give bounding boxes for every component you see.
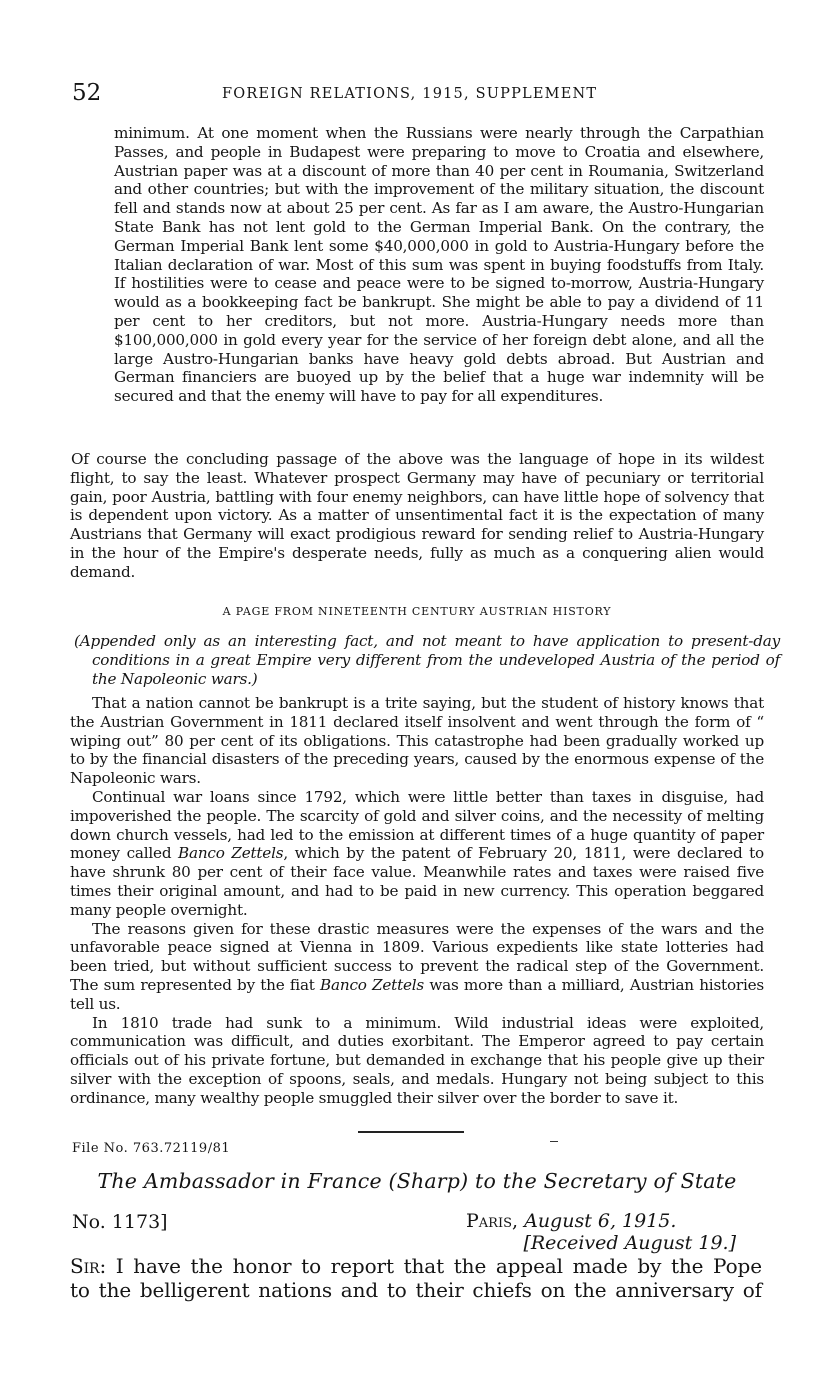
section-note: (Appended only as an interesting fact, and not meant to have application to present-day conditions in a great Empire very different from the undeveloped Austria of the period of the Napoleonic wars.) (74, 632, 780, 688)
document-number: No. 1173] (72, 1211, 168, 1233)
history-body (70, 694, 764, 1108)
separator-rule (358, 1131, 464, 1133)
dateline-date: August 6, 1915. (524, 1210, 677, 1232)
history-paragraph: The reasons given for these drastic measures were the expenses of the wars and the unfavorable peace signed at Vienna in 1809. Various expedients like state lotteries had been tried, but without sufficient success to prevent the radical step of the Government. The sum represented by the fiat Banco Zettels was more than a milliard, Austrian histories tell us. (70, 919, 764, 1013)
history-paragraph: That a nation cannot be bankrupt is a trite saying, but the student of history knows that the Austrian Government in 1811 declared itself insolvent and went through the form of “ wiping out” 80 per cent of its obligations. This catastrophe had been gradually worked up to by the financial disasters of the preceding years, caused by the enormous expense of the Napoleonic wars. (70, 694, 764, 788)
letter-opening-line: to the belligerent nations and to their chiefs on the anniversary of (70, 1278, 762, 1302)
salutation: Sir: (70, 1254, 107, 1278)
running-head: FOREIGN RELATIONS, 1915, SUPPLEMENT (222, 86, 598, 102)
dateline (466, 1209, 676, 1233)
quoted-report-paragraph: minimum. At one moment when the Russians were nearly through the Carpathian Passes, and people in Budapest were preparing to move to Croatia and elsewhere, Austrian paper was at a discount of more than 40 per cent in Roumania, Switzerland and other countries; but with the improvement of the military situation, the discount fell and stands now at about 25 per cent. As far as I am aware, the Austro-Hungarian State Bank has not lent gold to the German Imperial Bank. On the contrary, the German Imperial Bank lent some $40,000,000 in gold to Austria-Hungary before the Italian declaration of war. Most of this sum was spent in buying foodstuffs from Italy. If hostilities were to cease and peace were to be signed to-morrow, Austria-Hungary would as a bookkeeping fact be bankrupt. She might be able to pay a dividend of 11 per cent to her creditors, but not more. Austria-Hungary needs more than $100,000,000 in gold every year for the service of her foreign debt alone, and all the large Austro-Hungarian banks have heavy gold debts abroad. But Austrian and German financiers are buoyed up by the belief that a huge war indemnity will be secured and that the enemy will have to pay for all expenditures. (114, 124, 764, 406)
section-heading: A PAGE FROM NINETEENTH CENTURY AUSTRIAN HISTORY (222, 605, 612, 618)
history-paragraph: Continual war loans since 1792, which were little better than taxes in disguise, had impoverished the people. The scarcity of gold and silver coins, and the necessity of melting down church vessels, had led to the emission at different times of a huge quantity of paper money called Banco Zettels, which by the patent of February 20, 1811, were declared to have shrunk 80 per cent of their face value. Meanwhile rates and taxes were raised five times their original amount, and had to be paid in new currency. This operation beggared many people overnight. (70, 787, 764, 919)
file-number: File No. 763.72119/81 (72, 1141, 231, 1156)
banco-zettels-term: Banco Zettels (178, 844, 284, 863)
document-title: The Ambassador in France (Sharp) to the Secretary of State (97, 1169, 737, 1193)
letter-opening-line: Sir: I have the honor to report that the appeal made by the Pope (70, 1254, 762, 1278)
received-date: [Received August 19.] (523, 1232, 736, 1254)
page-number: 52 (72, 80, 102, 106)
dateline-place: Paris, (466, 1210, 519, 1232)
history-paragraph: In 1810 trade had sunk to a minimum. Wild industrial ideas were exploited, communication was difficult, and duties exorbitant. The Emperor agreed to pay certain officials out of his private fortune, but demanded in exchange that his people give up their silver with the exception of spoons, seals, and medals. Hungary not being subject to this ordinance, many wealthy people smuggled their silver over the border to save it. (70, 1013, 764, 1107)
banco-zettels-term: Banco Zettels (320, 975, 425, 994)
commentary-paragraph: Of course the concluding passage of the above was the language of hope in its wildest flight, to say the least. Whatever prospect Germany may have of pecuniary or territorial gain, poor Austria, battling with four enemy neighbors, can have little hope of solvency that is dependent upon victory. As a matter of unsentimental fact it is the expectation of many Austrians that Germany will exact prodigious reward for sending relief to Austria-Hungary in the hour of the Empire's desperate needs, fully as much as a conquering alien would demand. (70, 450, 764, 581)
stray-mark (550, 1141, 558, 1142)
